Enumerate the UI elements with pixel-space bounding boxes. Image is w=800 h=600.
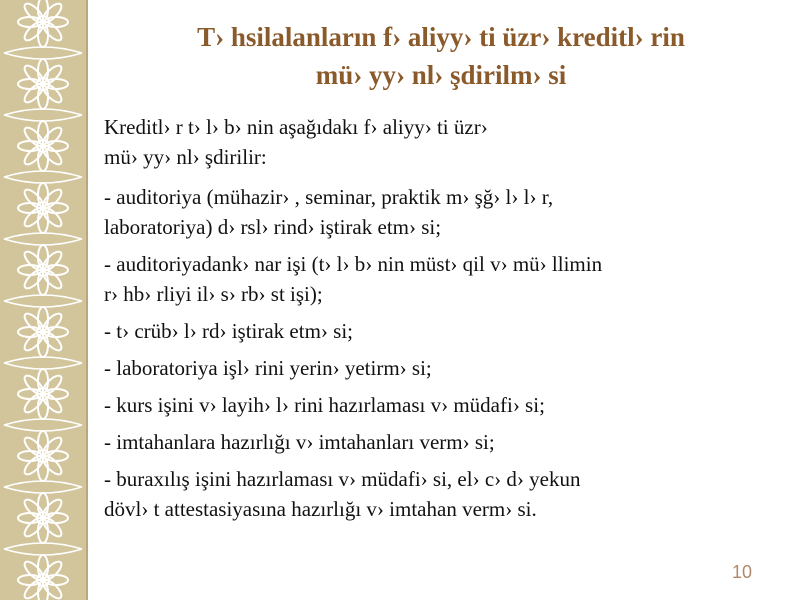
title-line: mü› yy› nl› şdirilm› si [315,60,567,90]
slide-body [104,112,764,531]
ornament-motif [4,121,82,183]
list-item [104,427,764,457]
list-item-line: - laboratoriya işl› rini yerin› yetirm› si; [104,356,432,380]
ornament-motif [4,183,82,245]
title-line: T› hsilalanların f› aliyy› ti üzr› kreditl› rin [197,22,685,52]
arabesque-star-pattern-icon [0,0,86,600]
decorative-side-band [0,0,86,600]
list-item-line: r› hb› rliyi il› s› rb› st işi); [104,282,323,306]
ornament-motif [4,245,82,307]
list-item [104,316,764,346]
list-item [104,182,764,242]
slide-content [96,0,776,600]
list-item-line: laboratoriya) d› rsl› rind› iştirak etm› si; [104,215,442,239]
list-item-line: - auditoriya (mühazir› , seminar, praktik m› şğ› l› l› r, [104,185,554,209]
list-item-line: - kurs işini v› layih› l› rini hazırlaması v› müdafi› si; [104,393,545,417]
list-item [104,390,764,420]
slide-title [96,18,786,94]
ornament-motif [4,369,82,431]
side-divider [86,0,88,600]
list-item-line: - auditoriyadank› nar işi (t› l› b› nin müst› qil v› mü› llimin [104,252,603,276]
ornament-motif [4,59,82,121]
ornament-motif [4,0,82,59]
ornament-motif [4,431,82,493]
page-number: 10 [731,562,752,582]
ornament-motif [4,307,82,369]
list-item [104,464,764,524]
list-item-line: - imtahanlara hazırlığı v› imtahanları verm› si; [104,430,495,454]
ornament-motif [4,493,82,555]
list-item-line: - buraxılış işini hazırlaması v› müdafi› si, el› c› d› yekun [104,467,581,491]
intro-line: Kreditl› r t› l› b› nin aşağıdakı f› aliyy› ti üzr› [104,115,488,139]
intro-paragraph [104,112,764,172]
list-item-line: - t› crüb› l› rd› iştirak etm› si; [104,319,354,343]
list-item [104,249,764,309]
intro-line: mü› yy› nl› şdirilir: [104,145,267,169]
list-item [104,353,764,383]
ornament-motif [4,555,82,600]
list-item-line: dövl› t attestasiyasına hazırlığı v› imtahan verm› si. [104,497,537,521]
